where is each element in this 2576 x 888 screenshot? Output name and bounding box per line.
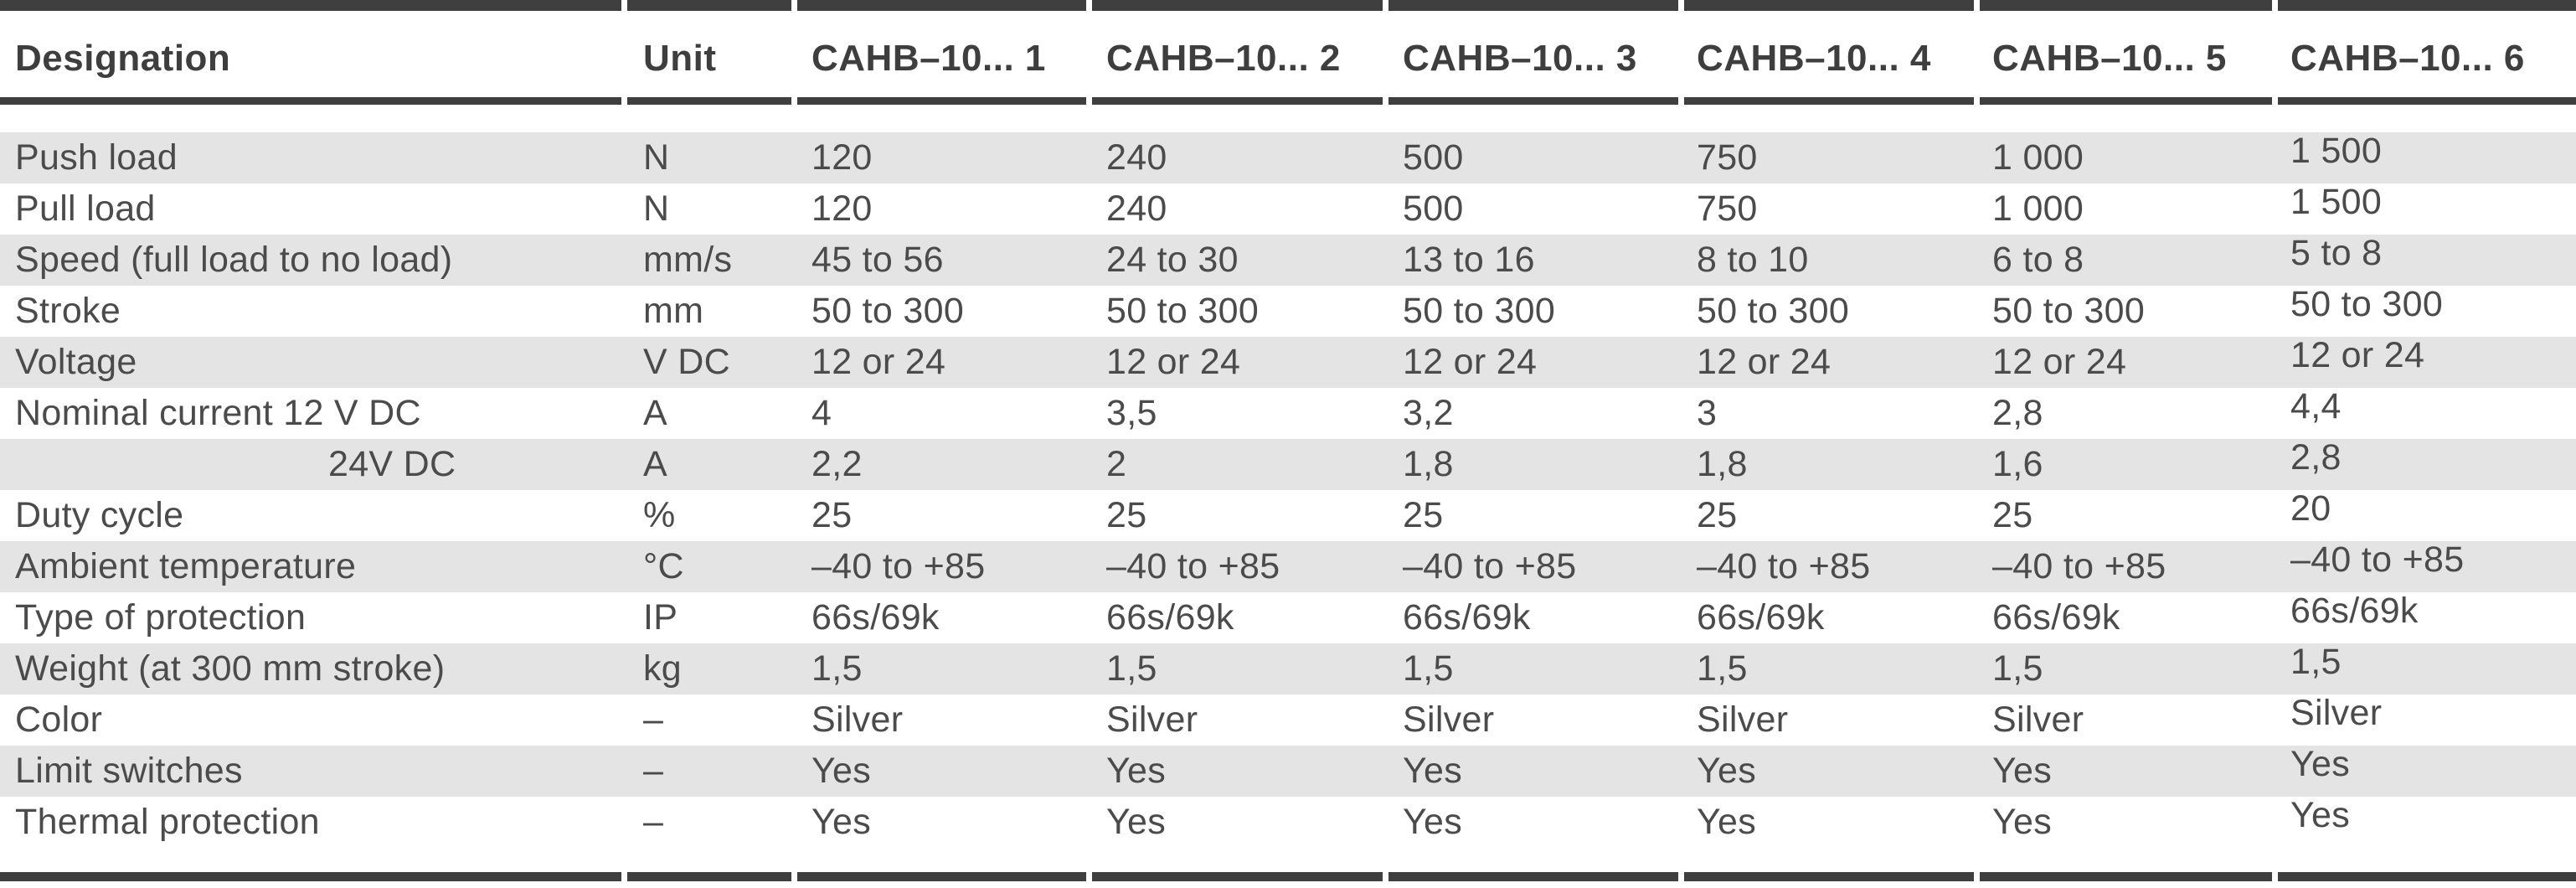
value-cell bbox=[2272, 439, 2576, 490]
value-cell bbox=[1974, 797, 2272, 848]
value-text: 1 000 bbox=[1992, 137, 2084, 178]
table-row bbox=[0, 337, 2576, 388]
value-cell bbox=[2272, 183, 2576, 235]
value-cell bbox=[1678, 132, 1974, 183]
value-cell bbox=[1383, 183, 1678, 235]
value-text: 50 to 300 bbox=[2290, 284, 2444, 324]
value-text: 5 to 8 bbox=[2290, 233, 2383, 273]
unit-cell: – bbox=[643, 802, 664, 842]
value-cell bbox=[1383, 746, 1678, 797]
value-text: 1,8 bbox=[1697, 444, 1748, 484]
value-text: 66s/69k bbox=[1106, 597, 1234, 638]
value-cell bbox=[791, 286, 1086, 337]
value-text: 1 500 bbox=[2290, 131, 2383, 171]
column-header-cahb-1: CAHB–10... 1 bbox=[811, 38, 1046, 79]
value-text: –40 to +85 bbox=[811, 546, 986, 586]
value-cell bbox=[1383, 235, 1678, 286]
value-cell bbox=[791, 337, 1086, 388]
value-text: 50 to 300 bbox=[1697, 291, 1850, 331]
table-row bbox=[0, 592, 2576, 643]
value-cell bbox=[2272, 235, 2576, 286]
value-cell bbox=[1974, 439, 2272, 490]
value-text: 45 to 56 bbox=[811, 240, 944, 280]
value-text: Yes bbox=[2290, 744, 2351, 784]
value-text: Yes bbox=[1992, 751, 2053, 791]
table-top-rule bbox=[0, 0, 2576, 11]
value-cell bbox=[791, 694, 1086, 746]
value-cell bbox=[1974, 643, 2272, 694]
column-header-designation: Designation bbox=[15, 38, 231, 79]
value-cell bbox=[1383, 388, 1678, 439]
value-text: 4,4 bbox=[2290, 386, 2342, 426]
value-text: 66s/69k bbox=[1403, 597, 1531, 638]
value-text: 50 to 300 bbox=[1992, 291, 2146, 331]
column-header-cahb-3: CAHB–10... 3 bbox=[1403, 38, 1637, 79]
value-cell bbox=[2272, 541, 2576, 592]
value-text: 1,5 bbox=[1403, 648, 1454, 689]
unit-cell: N bbox=[643, 137, 670, 178]
designation-cell: Stroke bbox=[15, 291, 121, 331]
value-cell bbox=[1678, 592, 1974, 643]
value-text: 2,8 bbox=[1992, 393, 2043, 433]
value-text: Silver bbox=[1697, 700, 1789, 740]
table-row bbox=[0, 490, 2576, 541]
value-cell bbox=[1974, 592, 2272, 643]
value-text: Silver bbox=[1992, 700, 2084, 740]
value-cell bbox=[1678, 286, 1974, 337]
value-text: 8 to 10 bbox=[1697, 240, 1809, 280]
column-header-cahb-4: CAHB–10... 4 bbox=[1697, 38, 1931, 79]
value-text: 66s/69k bbox=[811, 597, 940, 638]
unit-cell: N bbox=[643, 188, 670, 229]
value-cell bbox=[1383, 490, 1678, 541]
table-row bbox=[0, 388, 2576, 439]
table-row bbox=[0, 797, 2576, 848]
value-cell bbox=[1086, 643, 1383, 694]
value-text: 25 bbox=[811, 495, 853, 535]
value-text: 50 to 300 bbox=[811, 291, 965, 331]
value-cell bbox=[1678, 337, 1974, 388]
unit-cell: IP bbox=[643, 597, 678, 638]
value-text: 1 500 bbox=[2290, 182, 2383, 222]
value-text: 1,8 bbox=[1403, 444, 1454, 484]
value-cell bbox=[1383, 337, 1678, 388]
value-cell bbox=[1974, 132, 2272, 183]
column-header-cahb-6: CAHB–10... 6 bbox=[2290, 38, 2525, 79]
value-cell bbox=[791, 388, 1086, 439]
value-text: 240 bbox=[1106, 137, 1167, 178]
value-cell bbox=[2272, 286, 2576, 337]
value-cell bbox=[1678, 183, 1974, 235]
value-cell bbox=[1974, 286, 2272, 337]
value-text: Yes bbox=[1403, 751, 1463, 791]
value-text: 750 bbox=[1697, 188, 1758, 229]
value-text: –40 to +85 bbox=[2290, 540, 2465, 580]
unit-cell: A bbox=[643, 393, 667, 433]
unit-cell: °C bbox=[643, 546, 684, 586]
value-text: Yes bbox=[811, 802, 872, 842]
unit-cell: % bbox=[643, 495, 676, 535]
designation-cell: Pull load bbox=[15, 188, 156, 229]
designation-cell: 24V DC bbox=[328, 444, 456, 484]
value-cell bbox=[1086, 490, 1383, 541]
value-cell bbox=[2272, 490, 2576, 541]
value-text: Yes bbox=[1697, 751, 1757, 791]
value-text: 25 bbox=[1403, 495, 1444, 535]
value-cell bbox=[2272, 746, 2576, 797]
value-cell bbox=[791, 132, 1086, 183]
value-text: –40 to +85 bbox=[1697, 546, 1871, 586]
value-text: Silver bbox=[1106, 700, 1198, 740]
table-header-row bbox=[0, 32, 2576, 85]
value-cell bbox=[1678, 694, 1974, 746]
value-text: 12 or 24 bbox=[811, 342, 946, 382]
value-text: 6 to 8 bbox=[1992, 240, 2084, 280]
value-cell bbox=[1678, 746, 1974, 797]
value-cell bbox=[1086, 541, 1383, 592]
value-cell bbox=[1974, 337, 2272, 388]
table-bottom-rule bbox=[0, 872, 2576, 881]
value-cell bbox=[791, 183, 1086, 235]
value-text: 66s/69k bbox=[1992, 597, 2120, 638]
value-text: 1,5 bbox=[1106, 648, 1157, 689]
value-text: Silver bbox=[811, 700, 904, 740]
table-row bbox=[0, 235, 2576, 286]
value-cell bbox=[2272, 797, 2576, 848]
value-cell bbox=[1974, 490, 2272, 541]
value-cell bbox=[1678, 388, 1974, 439]
designation-cell: Type of protection bbox=[15, 597, 307, 638]
column-header-unit: Unit bbox=[643, 38, 717, 79]
column-header-cahb-2: CAHB–10... 2 bbox=[1106, 38, 1341, 79]
value-cell bbox=[791, 490, 1086, 541]
unit-cell: kg bbox=[643, 648, 683, 689]
designation-cell: Weight (at 300 mm stroke) bbox=[15, 648, 446, 689]
column-header-cahb-5: CAHB–10... 5 bbox=[1992, 38, 2227, 79]
designation-cell: Ambient temperature bbox=[15, 546, 357, 586]
value-cell bbox=[1974, 694, 2272, 746]
value-text: 500 bbox=[1403, 137, 1464, 178]
value-cell bbox=[1678, 439, 1974, 490]
value-text: –40 to +85 bbox=[1992, 546, 2166, 586]
value-text: 13 to 16 bbox=[1403, 240, 1535, 280]
value-cell bbox=[1086, 694, 1383, 746]
value-cell bbox=[1678, 797, 1974, 848]
value-text: 2,2 bbox=[811, 444, 863, 484]
value-text: 12 or 24 bbox=[1106, 342, 1241, 382]
value-cell bbox=[1086, 592, 1383, 643]
value-text: 1,5 bbox=[2290, 642, 2342, 682]
value-cell bbox=[1086, 746, 1383, 797]
value-text: 12 or 24 bbox=[2290, 335, 2425, 375]
designation-cell: Color bbox=[15, 700, 103, 740]
value-text: 1,5 bbox=[1697, 648, 1748, 689]
designation-cell: Speed (full load to no load) bbox=[15, 240, 453, 280]
value-cell bbox=[1086, 183, 1383, 235]
value-text: 25 bbox=[1697, 495, 1738, 535]
value-cell bbox=[1678, 235, 1974, 286]
value-cell bbox=[1383, 694, 1678, 746]
value-text: 50 to 300 bbox=[1403, 291, 1556, 331]
value-text: 12 or 24 bbox=[1403, 342, 1538, 382]
table-row bbox=[0, 183, 2576, 235]
value-cell bbox=[1086, 337, 1383, 388]
value-cell bbox=[1383, 797, 1678, 848]
value-text: 240 bbox=[1106, 188, 1167, 229]
value-text: 12 or 24 bbox=[1697, 342, 1832, 382]
value-text: Silver bbox=[2290, 693, 2383, 733]
value-text: 66s/69k bbox=[2290, 591, 2419, 631]
value-cell bbox=[791, 439, 1086, 490]
value-cell bbox=[1678, 643, 1974, 694]
value-cell bbox=[1678, 541, 1974, 592]
value-cell bbox=[1974, 388, 2272, 439]
value-cell bbox=[1086, 132, 1383, 183]
value-cell bbox=[1678, 490, 1974, 541]
value-text: 1,5 bbox=[811, 648, 863, 689]
value-cell bbox=[2272, 592, 2576, 643]
value-cell bbox=[1383, 439, 1678, 490]
value-cell bbox=[1974, 235, 2272, 286]
value-cell bbox=[791, 592, 1086, 643]
value-cell bbox=[1974, 746, 2272, 797]
value-cell bbox=[2272, 388, 2576, 439]
value-text: Yes bbox=[811, 751, 872, 791]
value-cell bbox=[2272, 643, 2576, 694]
value-text: 1,5 bbox=[1992, 648, 2043, 689]
value-text: –40 to +85 bbox=[1403, 546, 1577, 586]
value-text: 12 or 24 bbox=[1992, 342, 2127, 382]
unit-cell: mm bbox=[643, 291, 704, 331]
value-cell bbox=[791, 541, 1086, 592]
value-cell bbox=[1086, 797, 1383, 848]
value-text: 3 bbox=[1697, 393, 1718, 433]
value-cell bbox=[1086, 286, 1383, 337]
unit-cell: mm/s bbox=[643, 240, 733, 280]
table-row bbox=[0, 541, 2576, 592]
value-text: Yes bbox=[1106, 751, 1167, 791]
value-cell bbox=[791, 746, 1086, 797]
table-row bbox=[0, 694, 2576, 746]
unit-cell: – bbox=[643, 700, 664, 740]
value-text: 4 bbox=[811, 393, 832, 433]
table-row bbox=[0, 643, 2576, 694]
value-cell bbox=[791, 797, 1086, 848]
table-row bbox=[0, 286, 2576, 337]
value-cell bbox=[1974, 183, 2272, 235]
designation-cell: Voltage bbox=[15, 342, 137, 382]
unit-cell: – bbox=[643, 751, 664, 791]
value-text: 24 to 30 bbox=[1106, 240, 1239, 280]
designation-cell: Push load bbox=[15, 137, 178, 178]
value-cell bbox=[1086, 439, 1383, 490]
designation-cell: Duty cycle bbox=[15, 495, 184, 535]
value-cell bbox=[1383, 592, 1678, 643]
table-row bbox=[0, 746, 2576, 797]
designation-cell: Thermal protection bbox=[15, 802, 320, 842]
value-text: 25 bbox=[1992, 495, 2033, 535]
value-text: 66s/69k bbox=[1697, 597, 1825, 638]
unit-cell: V DC bbox=[643, 342, 730, 382]
value-text: Yes bbox=[2290, 795, 2351, 835]
value-text: 1 000 bbox=[1992, 188, 2084, 229]
value-cell bbox=[791, 643, 1086, 694]
value-text: Yes bbox=[1403, 802, 1463, 842]
value-text: 50 to 300 bbox=[1106, 291, 1260, 331]
value-cell bbox=[1974, 541, 2272, 592]
value-cell bbox=[1086, 388, 1383, 439]
value-text: 3,5 bbox=[1106, 393, 1157, 433]
value-text: 3,2 bbox=[1403, 393, 1454, 433]
value-cell bbox=[1383, 286, 1678, 337]
value-text: 120 bbox=[811, 188, 873, 229]
header-underline-rule bbox=[0, 97, 2576, 105]
value-cell bbox=[1383, 643, 1678, 694]
table-row bbox=[0, 132, 2576, 183]
designation-cell: Limit switches bbox=[15, 751, 243, 791]
value-cell bbox=[1383, 132, 1678, 183]
value-text: Yes bbox=[1697, 802, 1757, 842]
value-text: 500 bbox=[1403, 188, 1464, 229]
value-text: –40 to +85 bbox=[1106, 546, 1280, 586]
value-text: 1,6 bbox=[1992, 444, 2043, 484]
value-cell bbox=[2272, 337, 2576, 388]
value-text: Yes bbox=[1106, 802, 1167, 842]
value-text: Yes bbox=[1992, 802, 2053, 842]
value-text: 2 bbox=[1106, 444, 1127, 484]
value-cell bbox=[1086, 235, 1383, 286]
table-row bbox=[0, 439, 2576, 490]
value-text: Silver bbox=[1403, 700, 1495, 740]
value-text: 120 bbox=[811, 137, 873, 178]
designation-cell: Nominal current 12 V DC bbox=[15, 393, 421, 433]
unit-cell: A bbox=[643, 444, 667, 484]
value-text: 750 bbox=[1697, 137, 1758, 178]
value-cell bbox=[2272, 694, 2576, 746]
value-text: 2,8 bbox=[2290, 437, 2342, 478]
value-cell bbox=[2272, 132, 2576, 183]
value-text: 20 bbox=[2290, 488, 2331, 529]
value-text: 25 bbox=[1106, 495, 1147, 535]
value-cell bbox=[791, 235, 1086, 286]
value-cell bbox=[1383, 541, 1678, 592]
table-body bbox=[0, 132, 2576, 848]
